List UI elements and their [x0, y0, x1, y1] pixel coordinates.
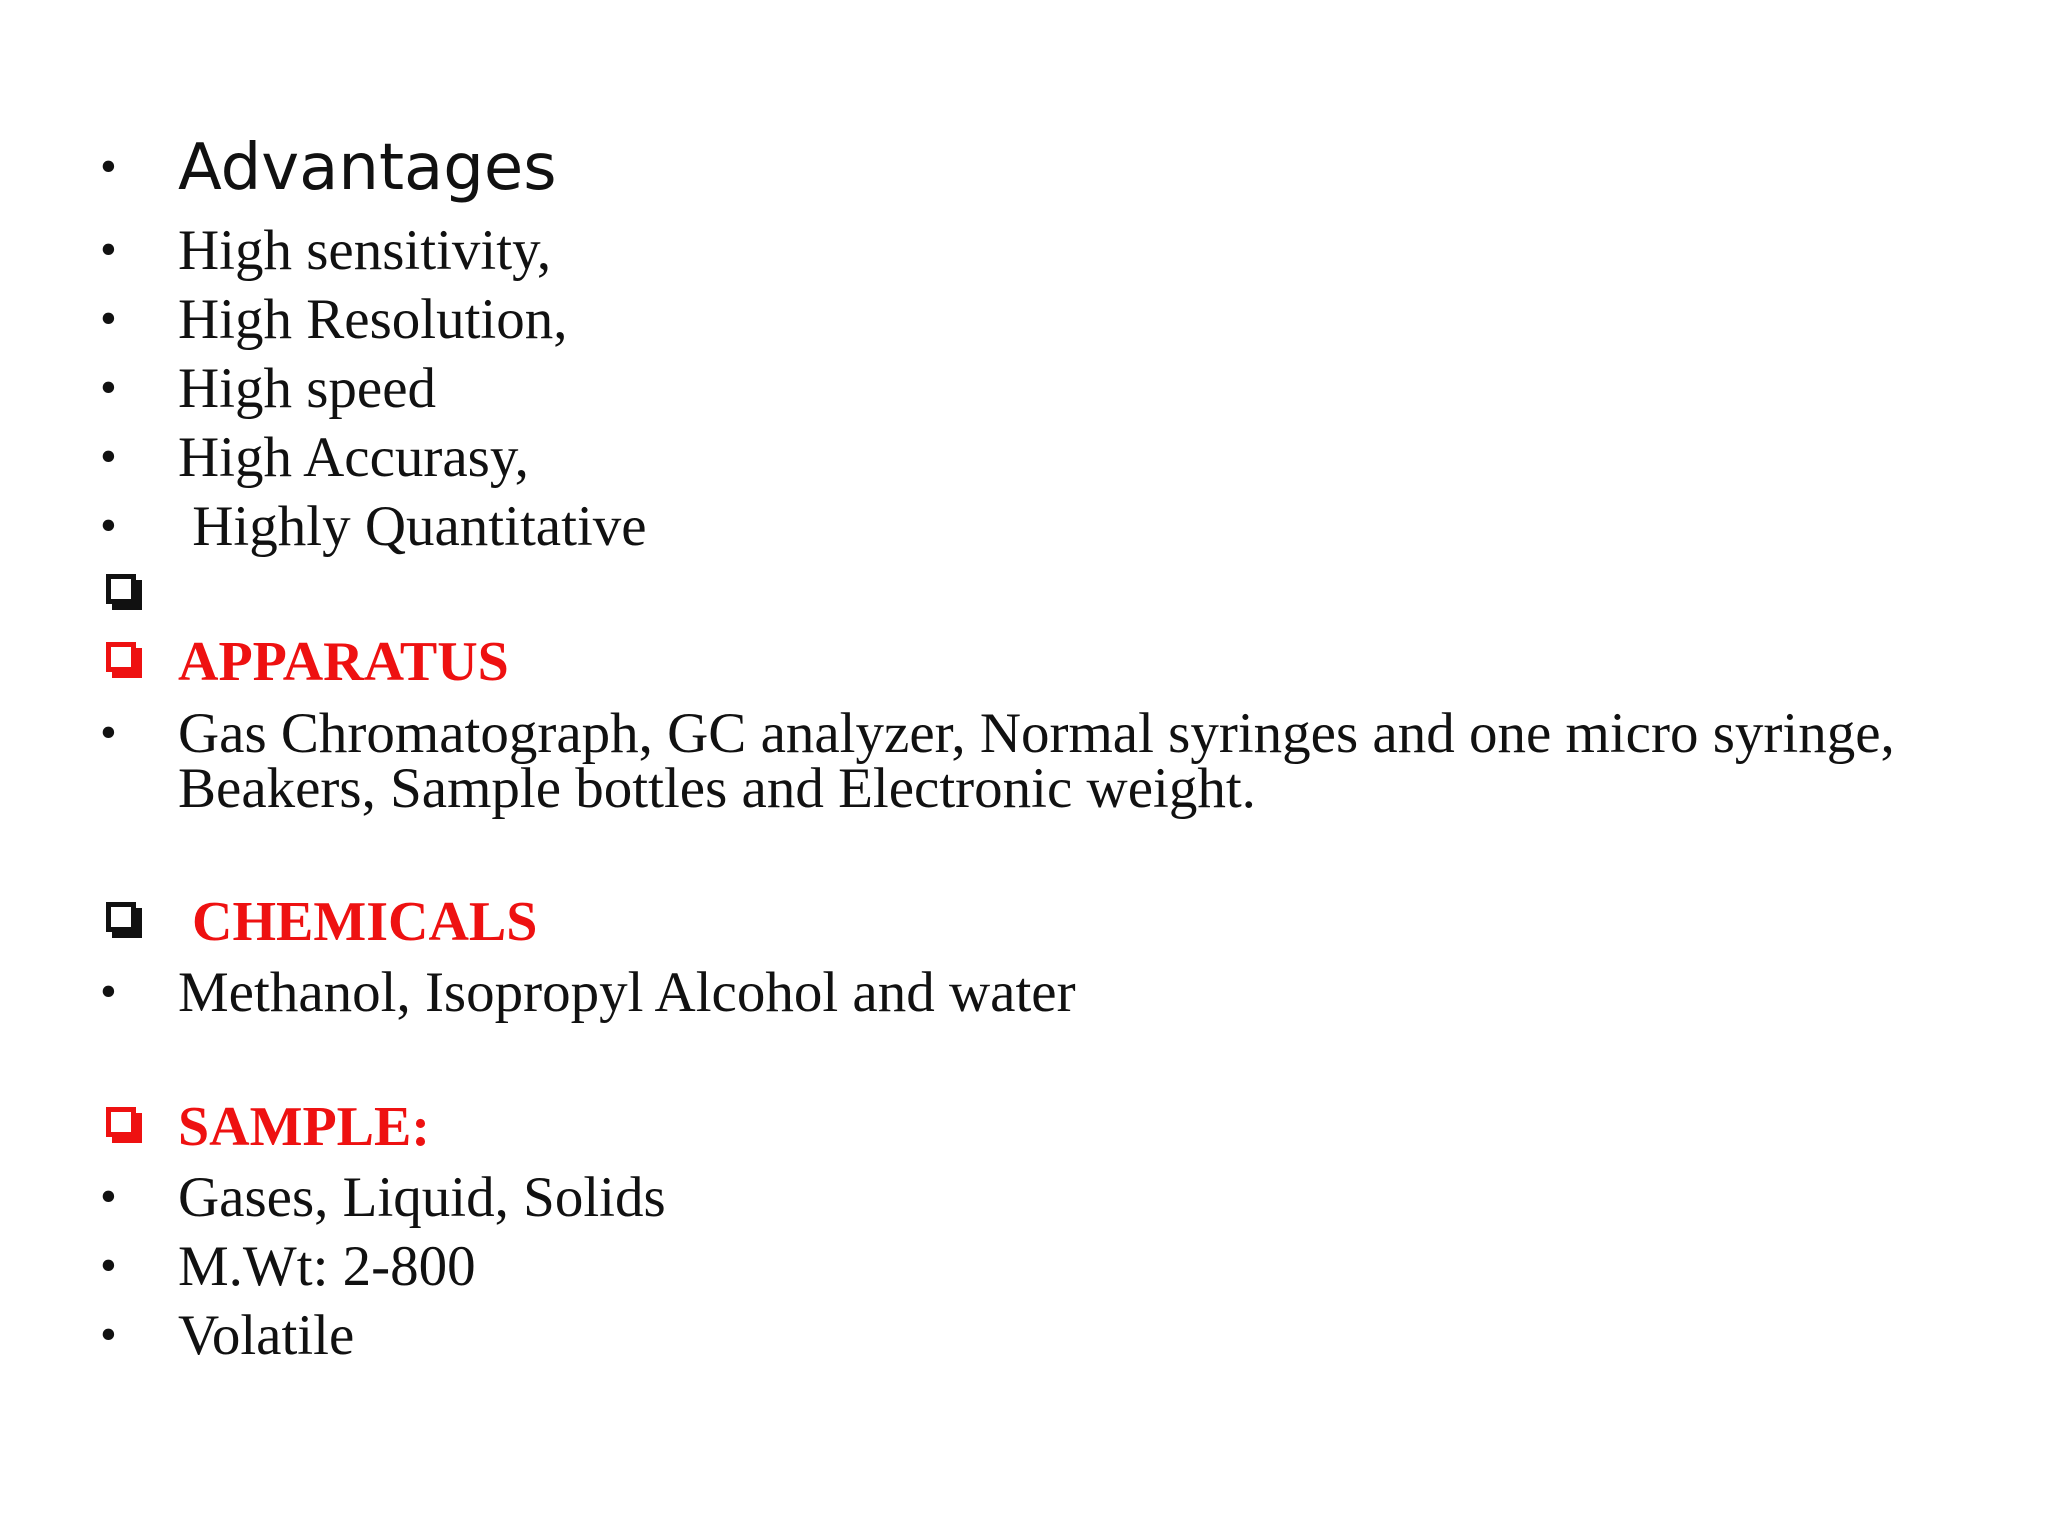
advantage-item: High sensitivity,	[178, 219, 552, 282]
bullet-icon: •	[100, 292, 117, 345]
bullet-icon: •	[100, 706, 117, 759]
advantage-item: Highly Quantitative	[178, 495, 647, 558]
apparatus-heading: APPARATUS	[178, 631, 509, 693]
advantage-item: High Accurasy,	[178, 426, 529, 489]
sample-item: M.Wt: 2-800	[178, 1235, 476, 1298]
chemicals-item: Methanol, Isopropyl Alcohol and water	[178, 961, 1076, 1024]
chemicals-heading: CHEMICALS	[178, 891, 538, 953]
advantage-item: High Resolution,	[178, 288, 568, 351]
apparatus-item-line2: Beakers, Sample bottles and Electronic weight.	[178, 757, 1256, 820]
bullet-icon: •	[100, 1308, 117, 1361]
bullet-icon: •	[100, 965, 117, 1018]
advantage-item: High speed	[178, 357, 437, 420]
bullet-icon: •	[100, 1170, 117, 1223]
sample-item: Gases, Liquid, Solids	[178, 1166, 666, 1229]
bullet-icon: •	[100, 430, 117, 483]
bullet-icon: •	[100, 140, 117, 193]
bullet-icon: •	[100, 499, 117, 552]
bullet-icon: •	[100, 361, 117, 414]
apparatus-item-line1: Gas Chromatograph, GC analyzer, Normal syringes and one micro syringe,	[178, 702, 1895, 765]
checkbox-icon	[106, 642, 136, 672]
checkbox-icon	[106, 574, 136, 604]
sample-item: Volatile	[178, 1304, 355, 1367]
sample-heading: SAMPLE:	[178, 1096, 430, 1158]
bullet-icon: •	[100, 1239, 117, 1292]
bullet-icon: •	[100, 223, 117, 276]
checkbox-icon	[106, 1107, 136, 1137]
advantages-title: Advantages	[178, 131, 557, 205]
checkbox-icon	[106, 902, 136, 932]
